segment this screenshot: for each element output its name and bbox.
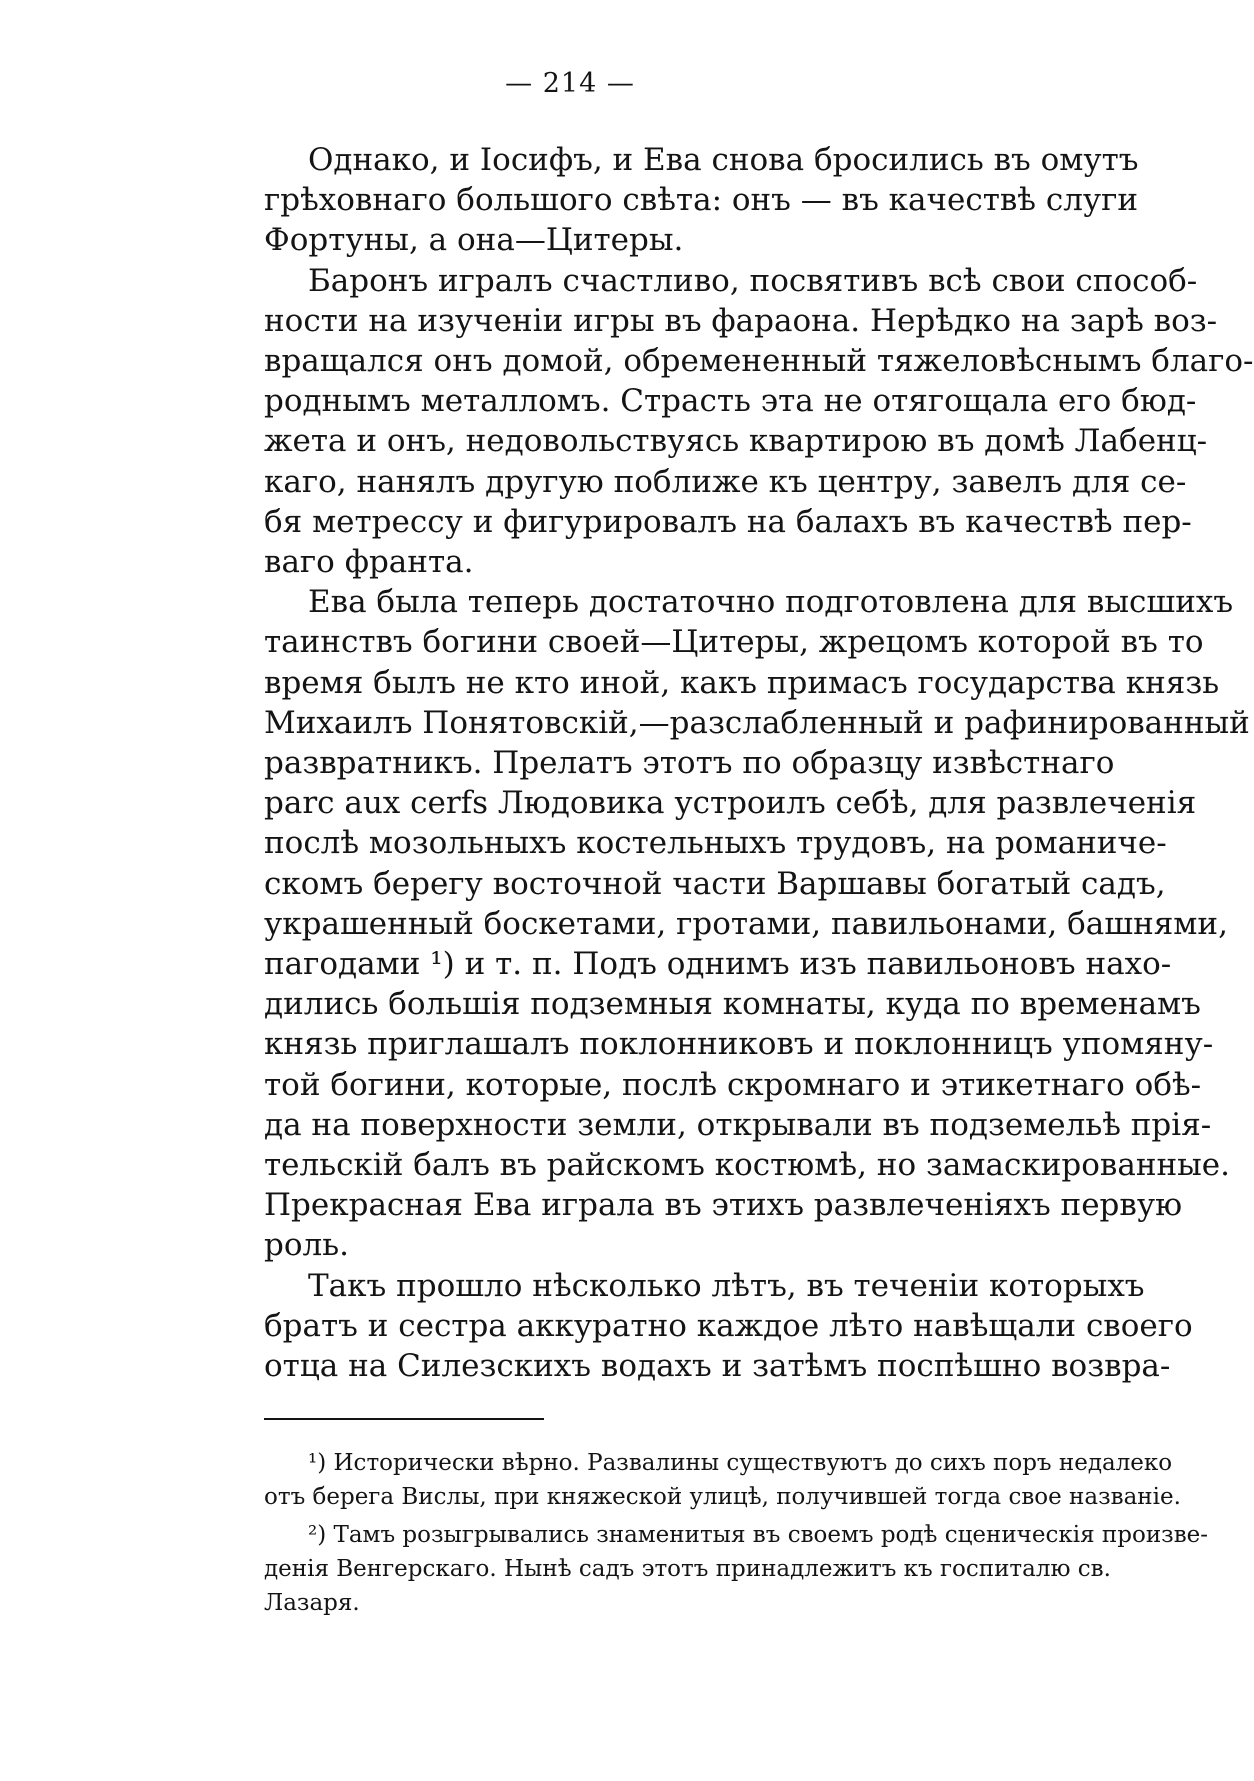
text-line: роднымъ металломъ. Страсть эта не отягощала его бюд- [264, 383, 1197, 420]
footnote [264, 1518, 1209, 1620]
text-line: послѣ мозольныхъ костельныхъ трудовъ, на романиче- [264, 825, 1167, 862]
text-line: дились большія подземныя комнаты, куда по временамъ [264, 986, 1201, 1023]
footnote-line: ¹) Исторически вѣрно. Развалины существуютъ до сихъ поръ недалеко [308, 1450, 1173, 1476]
text-line: таинствъ богини своей—Цитеры, жрецомъ которой въ то [264, 624, 1204, 661]
text-line: parc aux cerfs Людовика устроилъ себѣ, для развлеченія [264, 785, 1197, 822]
text-line: Фортуны, а она—Цитеры. [264, 222, 684, 259]
text-line: грѣховнаго большого свѣта: онъ — въ качествѣ слуги [264, 182, 1139, 219]
text-line: украшенный боскетами, гротами, павильонами, башнями, [264, 905, 1228, 942]
text-line: братъ и сестра аккуратно каждое лѣто навѣщали своего [264, 1307, 1193, 1344]
paragraph [264, 261, 1254, 583]
footnote-line: отъ берега Вислы, при княжеской улицѣ, получившей тогда свое названіе. [264, 1484, 1181, 1510]
text-line: Однако, и Іосифъ, и Ева снова бросились въ омутъ [308, 142, 1139, 178]
footnote-line: ²) Тамъ розыгрывались знаменитыя въ своемъ родѣ сценическія произве- [308, 1522, 1209, 1548]
text-line: Ева была теперь достаточно подготовлена для высшихъ [308, 584, 1234, 621]
footnote-divider [264, 1418, 544, 1420]
text-line: пагодами ¹) и т. п. Подъ однимъ изъ павильоновъ нахо- [264, 946, 1172, 983]
text-line: роль. [264, 1227, 349, 1264]
page-number: — 214 — [505, 68, 635, 99]
text-line: ваго франта. [264, 544, 474, 581]
text-line: развратникъ. Прелатъ этотъ по образцу извѣстнаго [264, 745, 1115, 782]
text-line: Прекрасная Ева играла въ этихъ развлеченіяхъ первую [264, 1187, 1183, 1224]
text-line: той богини, которые, послѣ скромнаго и этикетнаго обѣ- [264, 1066, 1202, 1103]
text-line: Такъ прошло нѣсколько лѣтъ, въ теченіи которыхъ [308, 1267, 1145, 1304]
text-line: да на поверхности земли, открывали въ подземельѣ прія- [264, 1106, 1212, 1143]
text-line: князь приглашалъ поклонниковъ и поклонницъ упомяну- [264, 1026, 1214, 1063]
paragraph [264, 140, 1139, 261]
text-line: каго, нанялъ другую поближе къ центру, завелъ для се- [264, 463, 1187, 500]
text-line: ности на изученіи игры въ фараона. Нерѣдко на зарѣ воз- [264, 302, 1218, 339]
text-line: Баронъ игралъ счастливо, посвятивъ всѣ свои способ- [308, 262, 1198, 299]
text-line: Михаилъ Понятовскій,—разслабленный и рафинированный [264, 704, 1250, 741]
text-line: вращался онъ домой, обремененный тяжеловѣснымъ благо- [264, 343, 1254, 380]
paragraph [264, 1266, 1193, 1387]
text-line: бя метрессу и фигурировалъ на балахъ въ качествѣ пер- [264, 503, 1192, 540]
footnote-line: Лазаря. [264, 1590, 360, 1616]
text-line: скомъ берегу восточной части Варшавы богатый садъ, [264, 865, 1166, 902]
text-line: время былъ не кто иной, какъ примасъ государства князь [264, 664, 1220, 701]
footnote-line: денія Венгерскаго. Нынѣ садъ этотъ принадлежитъ къ госпиталю св. [264, 1556, 1111, 1582]
main-text [264, 140, 1254, 1386]
footnote [264, 1446, 1181, 1514]
paragraph [264, 582, 1250, 1265]
text-line: тельскій балъ въ райскомъ костюмѣ, но замаскированные. [264, 1147, 1231, 1184]
footnotes [264, 1446, 1209, 1620]
text-line: отца на Силезскихъ водахъ и затѣмъ поспѣшно возвра- [264, 1348, 1171, 1385]
text-line: жета и онъ, недовольствуясь квартирою въ домѣ Лабенц- [264, 423, 1208, 460]
